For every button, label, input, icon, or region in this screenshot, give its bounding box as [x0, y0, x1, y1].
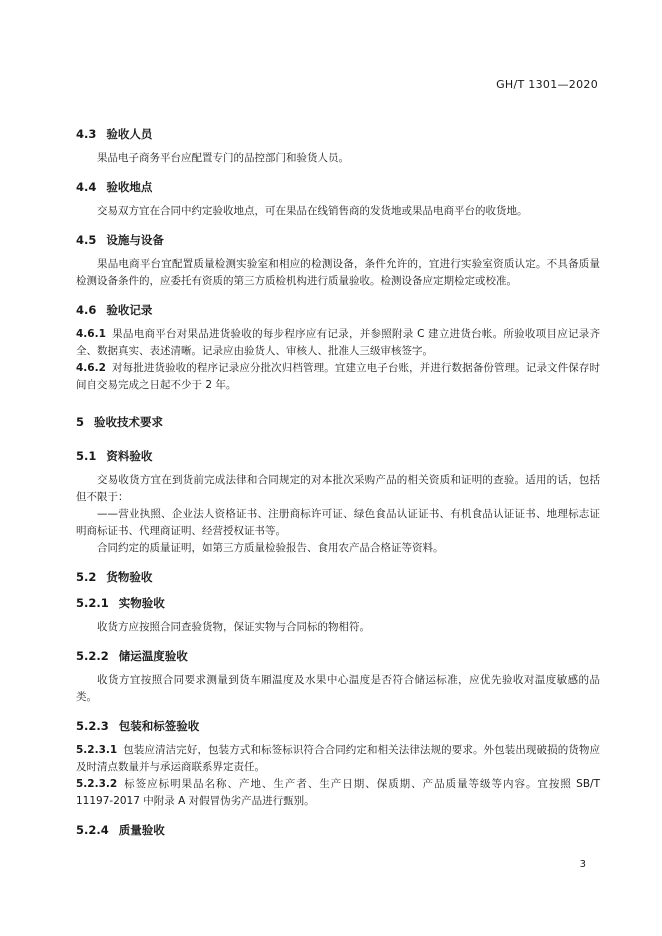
section-title: 包装和标签验收: [118, 719, 200, 733]
clause-text: 果品电商平台对果品进货验收的每步程序应有记录，并参照附录 C 建立进货台帐。所验收项目应记录齐全、数据真实、表述清晰。记录应由验货人、审核人、批准人三级审核签字。: [76, 328, 600, 357]
section-number: 5.1: [76, 449, 97, 463]
section-5-2-heading: [76, 569, 600, 585]
section-title: 验收地点: [106, 180, 153, 194]
section-5-2-4-heading: [76, 822, 600, 838]
page-number: 3: [579, 859, 586, 870]
section-4-5-heading: [76, 232, 600, 248]
section-4-4-heading: [76, 179, 600, 195]
section-5-2-2-heading: [76, 648, 600, 664]
section-5-1-note: 合同约定的质量证明，如第三方质量检验报告、食用农产品合格证等资料。: [97, 542, 444, 554]
section-5-1-body: 交易收货方宜在到货前完成法律和合同规定的对本批次采购产品的相关资质和证明的查验。适用的话，包括但不限于：: [76, 474, 600, 503]
section-number: 4.3: [76, 127, 97, 141]
clause-text: 对每批进货验收的程序记录应分批次归档管理。宜建立电子台账，并进行数据备份管理。记录文件保存时间自交易完成之日起不少于 2 年。: [76, 362, 600, 391]
section-5-2-1-heading: [76, 595, 600, 611]
section-5-2-2-body: 收货方宜按照合同要求测量到货车厢温度及水果中心温度是否符合储运标准，应优先验收对温度敏感的品类。: [76, 674, 600, 703]
chapter-5-heading: [76, 414, 600, 430]
section-4-6-heading: [76, 302, 600, 318]
standard-code: GH/T 1301—2020: [496, 78, 598, 91]
section-number: 5.2.3: [76, 719, 109, 733]
section-5-2-1-body: 收货方应按照合同查验货物，保证实物与合同标的物相符。: [97, 621, 370, 633]
clause-text: 标签应标明果品名称、产地、生产者、生产日期、保质期、产品质量等级等内容。宜按照 SB/T 11197-2017 中附录 A 对假冒伪劣产品进行甄别。: [76, 778, 600, 807]
section-title: 资料验收: [106, 449, 153, 463]
section-title: 实物验收: [118, 596, 165, 610]
section-title: 储运温度验收: [118, 649, 188, 663]
chapter-title: 验收技术要求: [94, 415, 164, 429]
section-title: 验收记录: [106, 303, 153, 317]
clause-number: 5.2.3.1: [76, 744, 118, 756]
section-4-3-body: 果品电子商务平台应配置专门的品控部门和验货人员。: [97, 152, 349, 164]
section-number: 4.6: [76, 303, 97, 317]
section-number: 5.2.4: [76, 823, 109, 837]
section-title: 货物验收: [106, 570, 153, 584]
section-title: 设施与设备: [106, 233, 164, 247]
section-title: 质量验收: [118, 823, 165, 837]
dash-list-item: ——营业执照、企业法人资格证书、注册商标许可证、绿色食品认证证书、有机食品认证证书、地理标志证明商标证书、代理商证明、经营授权证书等。: [76, 508, 600, 537]
clause-number: 5.2.3.2: [76, 778, 118, 790]
clause-5-2-3-2: [76, 776, 600, 810]
section-4-3-heading: [76, 126, 600, 142]
section-4-5-body: 果品电商平台宜配置质量检测实验室和相应的检测设备，条件允许的，宜进行实验室资质认定。不具备质量检测设备条件的，应委托有资质的第三方质检机构进行质量验收。检测设备应定期检定或校准。: [76, 258, 600, 287]
section-5-1-heading: [76, 448, 600, 464]
clause-4-6-1: [76, 326, 600, 360]
section-number: 5.2: [76, 570, 97, 584]
chapter-number: 5: [76, 415, 85, 429]
section-number: 5.2.2: [76, 649, 109, 663]
clause-text: 包装应清洁完好，包装方式和标签标识符合合同约定和相关法律法规的要求。外包装出现破损的货物应及时清点数量并与承运商联系界定责任。: [76, 744, 600, 773]
section-4-4-body: 交易双方宜在合同中约定验收地点，可在果品在线销售商的发货地或果品电商平台的收货地。: [97, 205, 528, 217]
clause-5-2-3-1: [76, 742, 600, 776]
section-title: 验收人员: [106, 127, 153, 141]
clause-4-6-2: [76, 360, 600, 394]
section-number: 5.2.1: [76, 596, 109, 610]
page-content: [76, 120, 600, 838]
clause-number: 4.6.2: [76, 362, 106, 374]
clause-number: 4.6.1: [76, 328, 106, 340]
section-number: 4.5: [76, 233, 97, 247]
section-number: 4.4: [76, 180, 97, 194]
section-5-2-3-heading: [76, 718, 600, 734]
